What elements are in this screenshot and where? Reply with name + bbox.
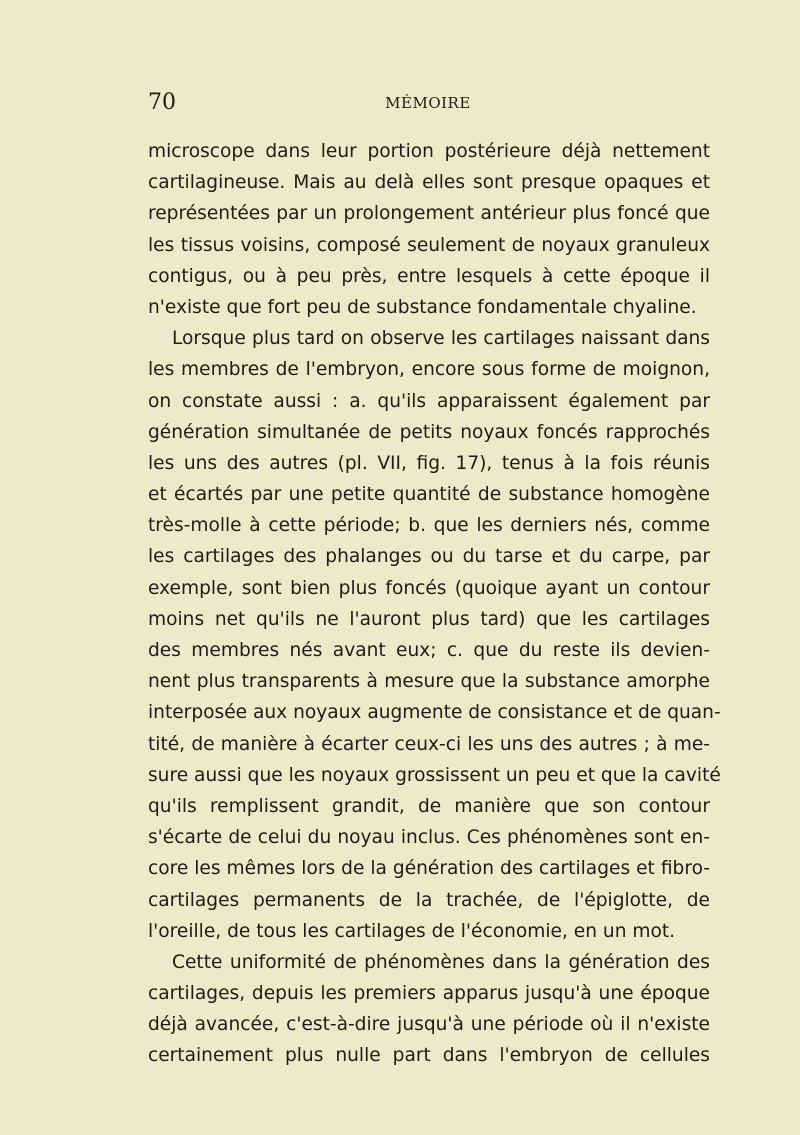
text-line: cartilagineuse. Mais au delà elles sont presque opaques et <box>148 172 710 194</box>
text-line: les membres de l'embryon, encore sous forme de moignon, <box>148 359 710 381</box>
text-line: moins net qu'ils ne l'auront plus tard) que les cartilages <box>148 608 710 630</box>
page-header <box>148 90 708 120</box>
text-line: génération simultanée de petits noyaux foncés rapprochés <box>148 421 710 443</box>
text-line: exemple, sont bien plus foncés (quoique ayant un contour <box>148 577 710 599</box>
text-line: représentées par un prolongement antérieur plus foncé que <box>148 203 710 225</box>
text-line: n'existe que fort peu de substance fondamentale chyaline. <box>148 296 697 318</box>
text-line: contigus, ou à peu près, entre lesquels à cette époque il <box>148 265 710 287</box>
text-line: très-molle à cette période; b. que les derniers nés, comme <box>148 515 710 537</box>
text-line: certainement plus nulle part dans l'embryon de cellules <box>148 1045 710 1067</box>
text-line: sure aussi que les noyaux grossissent un peu et que la cavité <box>148 764 721 786</box>
text-line: interposée aux noyaux augmente de consistance et de quan- <box>148 702 721 724</box>
text-line: core les mêmes lors de la génération des cartilages et fibro- <box>148 858 710 880</box>
text-line: l'oreille, de tous les cartilages de l'économie, en un mot. <box>148 920 676 942</box>
text-line: nent plus transparents à mesure que la substance amorphe <box>148 671 710 693</box>
text-line: des membres nés avant eux; c. que du reste ils devien- <box>148 640 710 661</box>
text-line: qu'ils remplissent grandit, de manière que son contour <box>148 795 710 817</box>
text-line: et écartés par une petite quantité de substance homogène <box>148 484 710 506</box>
text-line: Cette uniformité de phénomènes dans la génération des <box>172 951 710 973</box>
text-line: cartilages, depuis les premiers apparus jusqu'à une époque <box>148 983 710 1005</box>
text-line: les uns des autres (pl. VII, fig. 17), tenus à la fois réunis <box>148 452 710 474</box>
page-number: 70 <box>148 90 176 115</box>
text-line: déjà avancée, c'est-à-dire jusqu'à une période où il n'existe <box>148 1014 710 1036</box>
text-line: cartilages permanents de la trachée, de l'épiglotte, de <box>148 889 710 911</box>
text-line: Lorsque plus tard on observe les cartilages naissant dans <box>172 328 710 350</box>
text-line: microscope dans leur portion postérieure déjà nettement <box>148 141 710 162</box>
text-line: les tissus voisins, composé seulement de noyaux granuleux <box>148 234 710 256</box>
running-title: MÉMOIRE <box>385 94 471 112</box>
text-line: s'écarte de celui du noyau inclus. Ces phénomènes sont en- <box>148 827 710 849</box>
text-line: on constate aussi : a. qu'ils apparaissent également par <box>148 390 710 412</box>
text-line: tité, de manière à écarter ceux-ci les uns des autres ; à me- <box>148 733 710 755</box>
text-line: les cartilages des phalanges ou du tarse et du carpe, par <box>148 546 710 568</box>
body-text <box>148 136 721 1072</box>
